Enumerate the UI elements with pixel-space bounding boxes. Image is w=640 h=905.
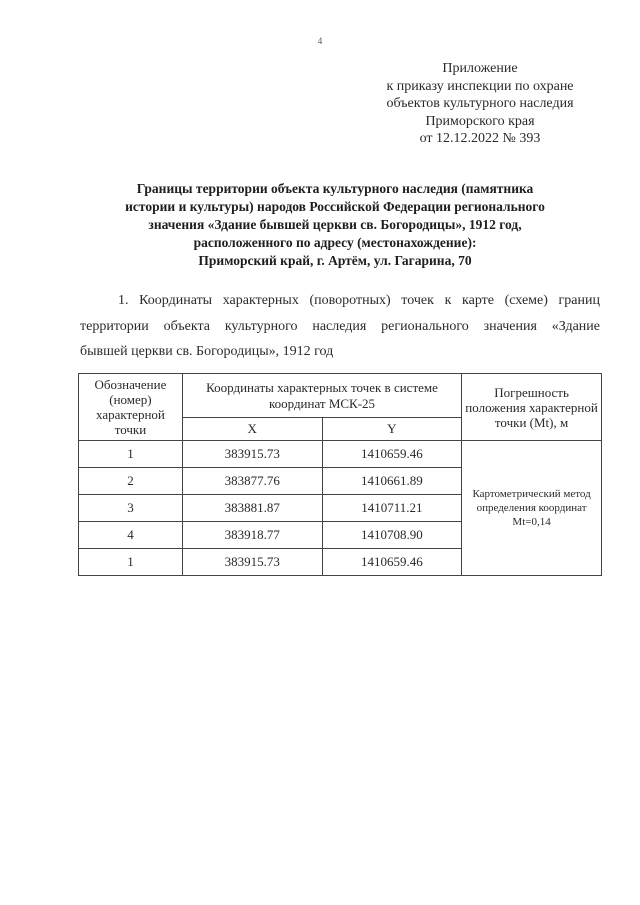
cell-x: 383918.77: [182, 522, 322, 549]
cell-point: 1: [79, 549, 183, 576]
paragraph-line: 1. Координаты характерных (поворотных) точек к карте (схеме) границ: [118, 293, 600, 308]
title-line: истории и культуры) народов Российской Федерации регионального: [125, 199, 545, 214]
appendix-line: от 12.12.2022 № 393: [419, 131, 541, 146]
cell-y: 1410661.89: [322, 468, 462, 495]
cell-point: 2: [79, 468, 183, 495]
cell-y: 1410659.46: [322, 441, 462, 468]
header-y: Y: [322, 418, 462, 441]
title-line: Границы территории объекта культурного наследия (памятника: [136, 181, 534, 196]
cell-y: 1410659.46: [322, 549, 462, 576]
cell-x: 383915.73: [182, 549, 322, 576]
paragraph-line: бывшей церкви св. Богородицы», 1912 год: [80, 344, 334, 359]
cell-y: 1410708.90: [322, 522, 462, 549]
table-row: [79, 441, 602, 468]
document-title: [100, 180, 570, 270]
header-x: X: [182, 418, 322, 441]
intro-paragraph: [80, 288, 600, 365]
cell-point: 3: [79, 495, 183, 522]
cell-x: 383877.76: [182, 468, 322, 495]
header-coordinates: Координаты характерных точек в системе координат МСК-25: [182, 374, 461, 418]
appendix-line: Приморского края: [425, 113, 535, 129]
appendix-line: объектов культурного наследия: [386, 96, 574, 111]
header-point: Обозначение (номер) характерной точки: [79, 374, 183, 441]
cell-x: 383915.73: [182, 441, 322, 468]
title-line: Приморский край, г. Артём, ул. Гагарина, 70: [198, 253, 472, 268]
cell-accuracy-method: Картометрический метод определения координат Mt=0,14: [462, 441, 602, 576]
title-line: значения «Здание бывшей церкви св. Богородицы», 1912 год,: [148, 217, 522, 232]
cell-x: 383881.87: [182, 495, 322, 522]
cell-point: 1: [79, 441, 183, 468]
appendix-line: Приложение: [442, 61, 518, 76]
cell-point: 4: [79, 522, 183, 549]
title-line: расположенного по адресу (местонахождение):: [193, 235, 477, 250]
paragraph-line: территории объекта культурного наследия регионального значения «Здание: [80, 318, 600, 334]
coordinates-table: [78, 373, 602, 576]
appendix-line: к приказу инспекции по охране: [386, 78, 574, 94]
header-accuracy: Погрешность положения характерной точки (Mt), м: [462, 374, 602, 441]
cell-y: 1410711.21: [322, 495, 462, 522]
appendix-block: [355, 60, 605, 148]
page-number: 4: [317, 36, 323, 46]
